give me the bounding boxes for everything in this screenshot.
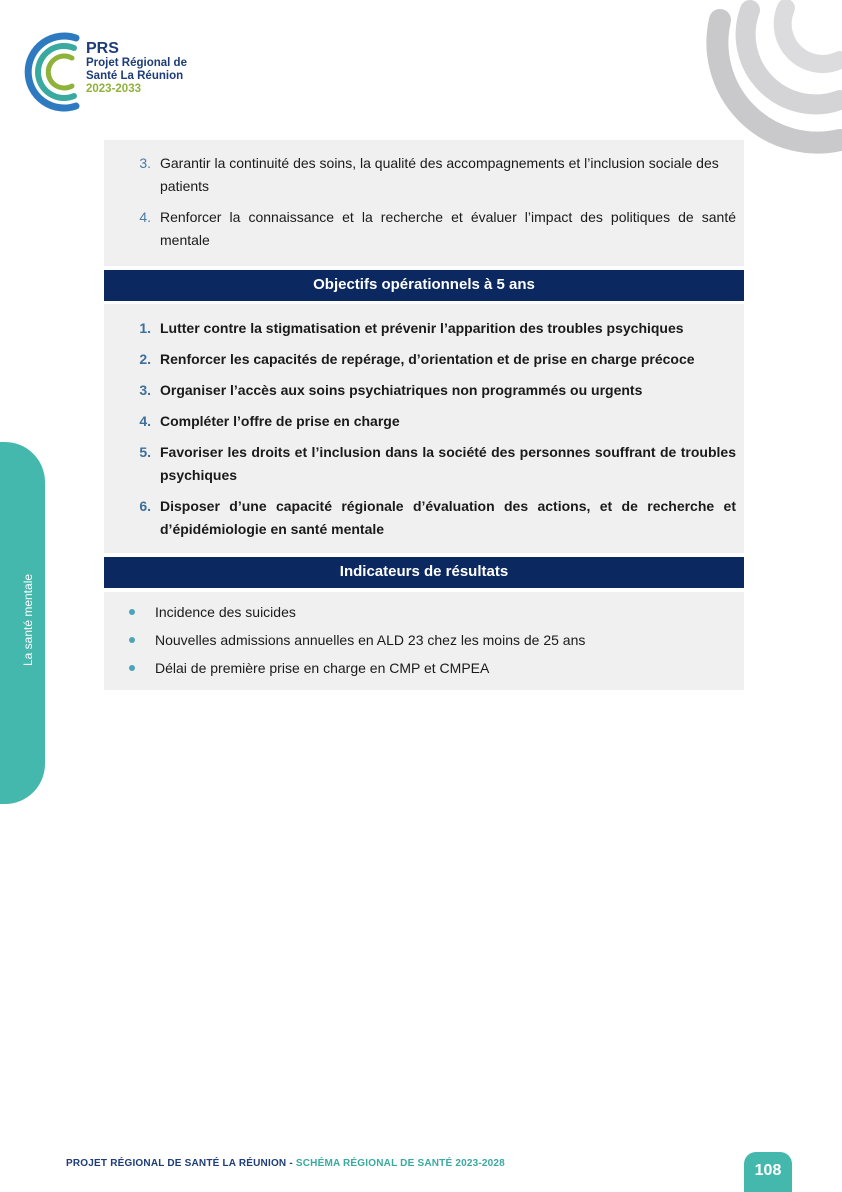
list-item-number: 3. [139,155,151,171]
logo-acronym: PRS [86,40,119,57]
list-item-number: 4. [139,413,151,429]
list-item-number: 6. [139,498,151,514]
logo-line-2: Santé La Réunion [86,70,184,82]
list-item-text: Favoriser les droits et l’inclusion dans la société des personnes souffrant de troubles psychiques [160,444,736,483]
page-footer [66,1158,505,1169]
list-item [104,379,736,402]
objectifs-list [104,304,744,553]
list-item [104,152,736,198]
list-item-number: 1. [139,320,151,336]
list-item [104,658,736,678]
bullet-icon [129,665,135,671]
list-item-text: Compléter l’offre de prise en charge [160,413,400,429]
list-item [104,348,736,371]
page-number: 108 [744,1152,792,1192]
prs-logo [24,30,214,112]
logo-line-1: Projet Régional de [86,57,187,69]
list-item [104,441,736,487]
list-item-text: Incidence des suicides [155,604,296,620]
objectifs-heading: Objectifs opérationnels à 5 ans [104,270,744,301]
list-item-text: Délai de première prise en charge en CMP et CMPEA [155,660,490,676]
bullet-icon [129,637,135,643]
footer-schema-title: SCHÉMA RÉGIONAL DE SANTÉ 2023-2028 [295,1158,505,1169]
intro-list [104,140,744,266]
list-item-text: Garantir la continuité des soins, la qualité des accompagnements et l’inclusion sociale des patients [160,155,719,194]
list-item-text: Renforcer les capacités de repérage, d’orientation et de prise en charge précoce [160,351,695,367]
list-item-number: 4. [139,209,151,225]
side-tab-label: La santé mentale [21,573,35,667]
list-item [104,495,736,541]
list-item-number: 3. [139,382,151,398]
list-item [104,602,736,622]
list-item-text: Renforcer la connaissance et la recherche et évaluer l’impact des politiques de santé mentale [160,209,736,248]
list-item [104,630,736,650]
list-item-text: Organiser l’accès aux soins psychiatriques non programmés ou urgents [160,382,643,398]
bullet-icon [129,609,135,615]
decorative-arcs-icon [690,0,842,160]
list-item-number: 5. [139,444,151,460]
footer-document-title: PROJET RÉGIONAL DE SANTÉ LA RÉUNION - [66,1158,293,1169]
list-item-number: 2. [139,351,151,367]
prs-logo-icon [24,30,84,112]
main-content [104,140,744,690]
indicateurs-list [104,592,744,690]
indicateurs-heading: Indicateurs de résultats [104,557,744,588]
list-item-text: Disposer d’une capacité régionale d’évaluation des actions, et de recherche et d’épidémiologie en santé mentale [160,498,736,537]
list-item [104,317,736,340]
list-item-text: Lutter contre la stigmatisation et prévenir l’apparition des troubles psychiques [160,320,684,336]
list-item [104,206,736,252]
list-item-text: Nouvelles admissions annuelles en ALD 23 chez les moins de 25 ans [155,632,586,648]
logo-years: 2023-2033 [86,83,141,95]
list-item [104,410,736,433]
